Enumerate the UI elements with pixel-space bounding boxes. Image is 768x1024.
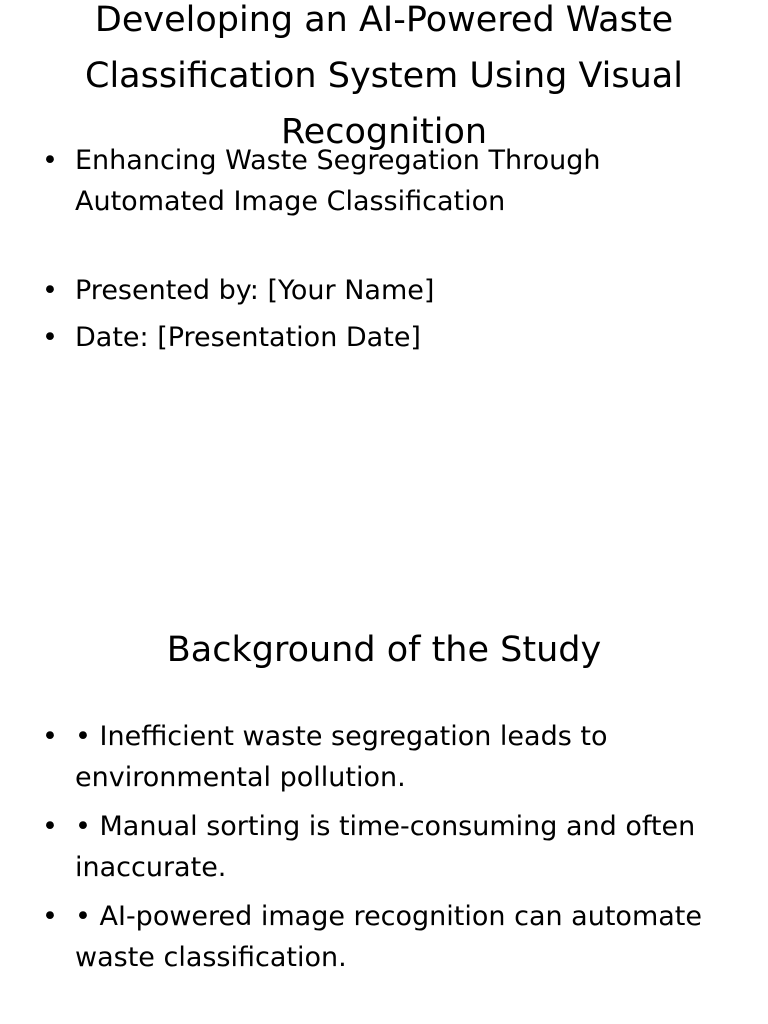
bullet-text: • AI-powered image recognition can automate waste classification. bbox=[75, 901, 702, 973]
bullet-text: Date: [Presentation Date] bbox=[75, 322, 421, 353]
bullet-list bbox=[42, 716, 732, 986]
bullet-item bbox=[42, 317, 732, 358]
bullet-item bbox=[42, 716, 732, 798]
bullet-text: • Manual sorting is time-consuming and often inaccurate. bbox=[75, 811, 696, 883]
bullet-marker: • bbox=[42, 275, 58, 306]
bullet-item bbox=[42, 270, 732, 311]
bullet-marker: • bbox=[42, 145, 58, 176]
slide-title: Developing an AI-Powered Waste Classification System Using Visual Recognition bbox=[85, 0, 683, 152]
bullet-item bbox=[42, 806, 732, 888]
bullet-marker: • bbox=[42, 322, 58, 353]
bullet-list bbox=[42, 140, 732, 358]
bullet-marker: • bbox=[42, 901, 58, 932]
bullet-text: Enhancing Waste Segregation Through Automated Image Classification bbox=[75, 145, 601, 217]
bullet-text: Presented by: [Your Name] bbox=[75, 275, 435, 306]
bullet-item bbox=[42, 896, 732, 978]
bullet-marker: • bbox=[42, 721, 58, 752]
slide-title: Background of the Study bbox=[166, 630, 602, 670]
background-slide bbox=[0, 512, 768, 1024]
bullet-marker: • bbox=[42, 811, 58, 842]
bullet-text: • Inefficient waste segregation leads to environmental pollution. bbox=[75, 721, 608, 793]
bullet-item bbox=[42, 140, 732, 222]
